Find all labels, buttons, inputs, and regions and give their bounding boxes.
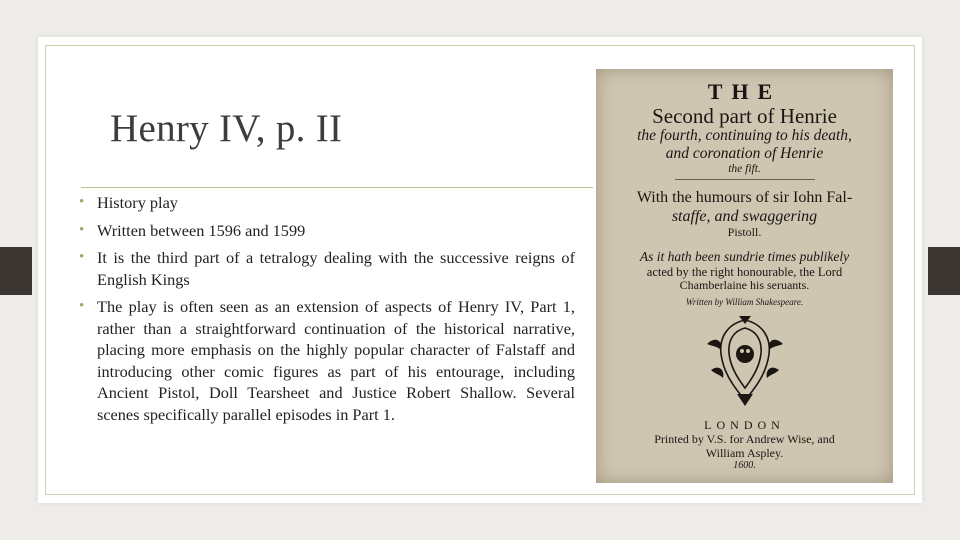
bullet-item	[79, 220, 575, 242]
right-side-tab	[928, 247, 960, 295]
title-page-line: the fift.	[728, 163, 761, 175]
bullet-text: History play	[97, 193, 178, 212]
slide-title: Henry IV, p. II	[110, 107, 343, 150]
title-page-line: Written by William Shakespeare.	[685, 297, 804, 307]
title-page-line: Chamberlaine his seruants.	[679, 278, 810, 292]
bullet-icon: •	[79, 221, 85, 238]
bullet-text: The play is often seen as an extension of aspects of Henry IV, Part 1, rather than a straightforward continuation of the historical narrative, placing more emphasis on the highly popular character of Falstaff and introducing other comic figures as part of his entourage, including Ancient Pistol, Doll Tearsheet and Justice Robert Shallow. Several scenes specifically parallel episodes in Part 1.	[97, 297, 575, 424]
title-underline	[81, 187, 593, 188]
title-page-line: With the humours of sir Iohn Fal-	[636, 189, 853, 206]
bullet-icon: •	[79, 249, 85, 265]
bullet-icon: •	[79, 298, 85, 314]
title-page-line: William Aspley.	[705, 446, 784, 460]
bullet-item	[79, 296, 575, 425]
title-page-line: THE	[707, 79, 782, 104]
title-page-line: staffe, and swaggering	[671, 208, 818, 225]
title-page-line: Pistoll.	[727, 225, 762, 239]
title-page-line: the fourth, continuing to his death,	[637, 127, 852, 144]
bullet-text: It is the third part of a tetralogy dealing with the successive reigns of English Kings	[97, 248, 575, 289]
title-page-line: acted by the right honourable, the Lord	[646, 265, 843, 279]
bullet-text: Written between 1596 and 1599	[97, 220, 306, 240]
title-page-line: Second part of Henrie	[652, 104, 837, 128]
title-page-line: Printed by V.S. for Andrew Wise, and	[654, 432, 835, 446]
title-page-rule	[675, 179, 815, 180]
bullet-item	[79, 247, 575, 290]
bullet-item	[79, 192, 575, 214]
title-page-text	[604, 75, 885, 477]
title-page-line: and coronation of Henrie	[665, 145, 824, 162]
bullet-list	[79, 192, 575, 425]
printers-device-icon	[697, 314, 793, 408]
title-page-line: LONDON	[704, 418, 785, 432]
left-side-tab	[0, 247, 32, 295]
title-page-line: As it hath been sundrie times publikely	[639, 249, 850, 264]
title-page-image	[596, 69, 893, 483]
title-page-line: 1600.	[733, 460, 756, 471]
bullet-icon: •	[79, 194, 85, 210]
